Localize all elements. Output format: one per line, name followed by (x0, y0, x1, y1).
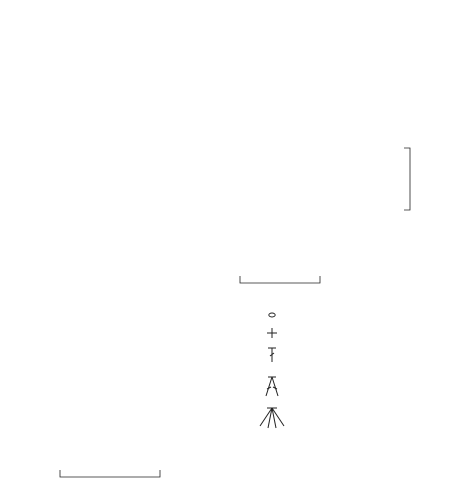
legend-item (267, 328, 277, 338)
legend-item (268, 348, 276, 362)
legend-item (266, 377, 278, 396)
chain-stitch-icon (269, 313, 275, 317)
single-crochet-icon (267, 328, 277, 338)
bottom-repeat-bracket (60, 470, 160, 477)
top-repeat-bracket (240, 276, 320, 283)
legend (260, 313, 284, 428)
dc4tog-icon (260, 408, 284, 428)
side-repeat-bracket (404, 148, 410, 210)
dc2tog-icon (266, 377, 278, 396)
legend-item (260, 408, 284, 428)
legend-item (269, 313, 275, 317)
double-crochet-icon (268, 348, 276, 362)
